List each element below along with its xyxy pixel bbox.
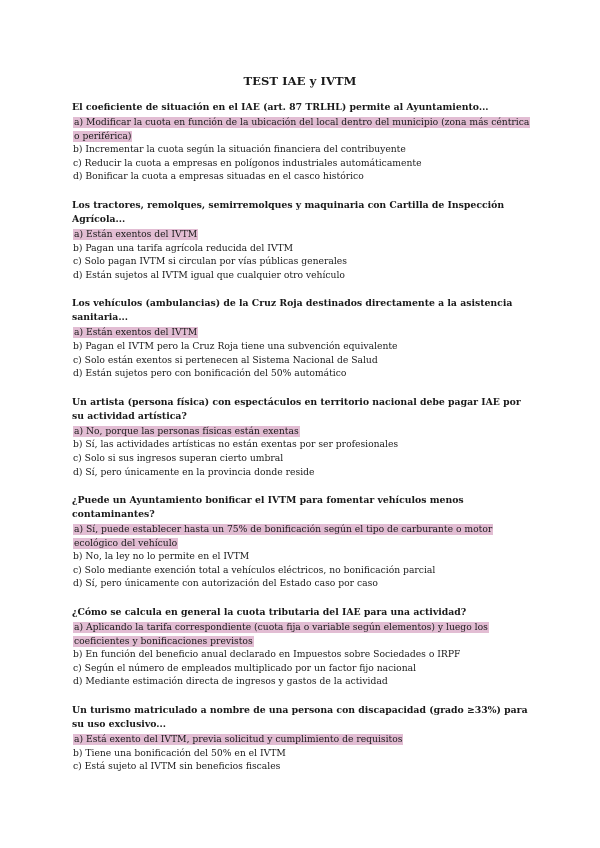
answer-option: d) Bonificar la cuota a empresas situadas en el casco histórico (73, 171, 364, 183)
question-text: Un turismo matriculado a nombre de una persona con discapacidad (grado ≥33%) para su uso exclusivo... (72, 705, 528, 731)
highlighted-answer: a) Sí, puede establecer hasta un 75% de bonificación según el tipo de carburante o motor ecológico del vehículo (74, 524, 493, 549)
answer-option: c) Reducir la cuota a empresas en polígonos industriales automáticamente (73, 157, 422, 169)
highlighted-answer: a) Están exentos del IVTM (74, 327, 198, 339)
highlighted-answer: a) No, porque las personas físicas están exentas (74, 425, 299, 437)
question-block (72, 704, 532, 774)
answer-option: d) Están sujetos pero con bonificación del 50% automático (73, 368, 347, 380)
page-title: TEST IAE y IVTM (243, 74, 357, 88)
highlighted-answer: a) Está exento del IVTM, previa solicitud y cumplimiento de requisitos (74, 734, 403, 746)
answer-option: d) Sí, pero únicamente en la provincia donde reside (73, 466, 315, 478)
answer-option-correct (72, 116, 532, 143)
question-text: Un artista (persona física) con espectáculos en territorio nacional debe pagar IAE por su actividad artística? (72, 396, 521, 422)
question-block (72, 396, 532, 479)
question-block (72, 101, 532, 184)
answer-option: b) En función del beneficio anual declarado en Impuestos sobre Sociedades o IRPF (73, 649, 461, 661)
answer-option-correct (72, 425, 532, 439)
answer-option: c) Solo pagan IVTM si circulan por vías públicas generales (73, 256, 347, 268)
answer-option: b) Tiene una bonificación del 50% en el IVTM (73, 747, 286, 759)
answer-option-correct (72, 621, 532, 648)
answer-option-correct (72, 326, 532, 340)
highlighted-answer: a) Aplicando la tarifa correspondiente (cuota fija o variable según elementos) y luego los coeficientes y bonificaciones previstos (74, 622, 488, 647)
answer-option-correct (72, 228, 532, 242)
answer-option: b) No, la ley no lo permite en el IVTM (73, 551, 250, 563)
answer-option: c) Solo están exentos si pertenecen al Sistema Nacional de Salud (73, 354, 378, 366)
answer-option: b) Incrementar la cuota según la situación financiera del contribuyente (73, 144, 406, 156)
question-text: Los tractores, remolques, semirremolques y maquinaria con Cartilla de Inspección Agrícola... (72, 199, 505, 225)
answer-option: c) Solo si sus ingresos superan cierto umbral (73, 452, 284, 464)
answer-option: c) Está sujeto al IVTM sin beneficios fiscales (73, 761, 281, 773)
answer-option: b) Sí, las actividades artísticas no están exentas por ser profesionales (73, 439, 399, 451)
question-text: ¿Puede un Ayuntamiento bonificar el IVTM para fomentar vehículos menos contaminantes? (72, 495, 464, 521)
question-block (72, 494, 532, 591)
answer-option-correct (72, 523, 532, 550)
question-text: El coeficiente de situación en el IAE (art. 87 TRLHL) permite al Ayuntamiento... (72, 102, 489, 113)
answer-option: c) Según el número de empleados multiplicado por un factor fijo nacional (73, 662, 417, 674)
question-block (72, 606, 532, 689)
question-block (72, 199, 532, 282)
question-list (72, 101, 532, 789)
highlighted-answer: a) Modificar la cuota en función de la ubicación del local dentro del municipio (zona más céntrica o periférica) (74, 117, 530, 142)
highlighted-answer: a) Están exentos del IVTM (74, 228, 198, 240)
question-block (72, 297, 532, 380)
answer-option: d) Mediante estimación directa de ingresos y gastos de la actividad (73, 676, 388, 688)
answer-option: d) Están sujetos al IVTM igual que cualquier otro vehículo (73, 269, 345, 281)
answer-option-correct (72, 733, 532, 747)
answer-option: d) Sí, pero únicamente con autorización del Estado caso por caso (73, 578, 378, 590)
answer-option: c) Solo mediante exención total a vehículos eléctricos, no bonificación parcial (73, 564, 436, 576)
answer-option: b) Pagan una tarifa agrícola reducida del IVTM (73, 242, 294, 254)
question-text: ¿Cómo se calcula en general la cuota tributaria del IAE para una actividad? (72, 607, 467, 619)
answer-option: b) Pagan el IVTM pero la Cruz Roja tiene una subvención equivalente (73, 340, 398, 352)
question-text: Los vehículos (ambulancias) de la Cruz Roja destinados directamente a la asistencia sanitaria... (72, 298, 513, 324)
